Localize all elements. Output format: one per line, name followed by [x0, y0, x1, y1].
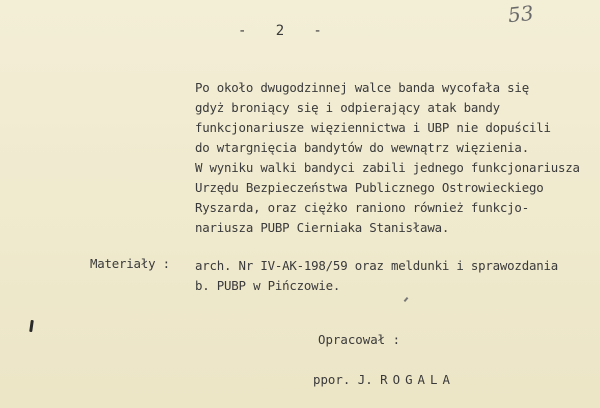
body-line: Ryszarda, oraz ciężko raniono również funkcjo- [195, 200, 529, 215]
materials-line: b. PUBP w Pińczowie. [195, 278, 341, 293]
body-line: do wtargnięcia bandytów do wewnątrz więzienia. [195, 140, 529, 155]
body-line: Po około dwugodzinnej walce banda wycofała się [195, 80, 529, 95]
materials-text [195, 256, 558, 296]
ink-speck [404, 297, 409, 302]
body-line: funkcjonariusze więziennictwa i UBP nie dopuścili [195, 120, 551, 135]
body-line: gdyż broniący się i odpierający atak bandy [195, 100, 500, 115]
materials-line: arch. Nr IV-AK-198/59 oraz meldunki i sprawozdania [195, 258, 558, 273]
margin-mark [29, 320, 34, 332]
body-line: Urzędu Bezpieczeństwa Publicznego Ostrowieckiego [195, 180, 544, 195]
handwritten-archive-mark: 53 [506, 0, 535, 28]
materials-label: Materiały : [90, 256, 170, 271]
body-line: W wyniku walki bandyci zabili jednego funkcjonariusza [195, 160, 580, 175]
prepared-by-label: Opracował : [318, 332, 401, 347]
signature-line [313, 372, 455, 387]
body-line: nariusza PUBP Cierniaka Stanisława. [195, 220, 450, 235]
signature-name: ROGALA [380, 372, 455, 387]
body-paragraph [195, 78, 595, 238]
signature-rank: ppor. J. [313, 372, 373, 387]
page-number: - 2 - [238, 23, 323, 39]
